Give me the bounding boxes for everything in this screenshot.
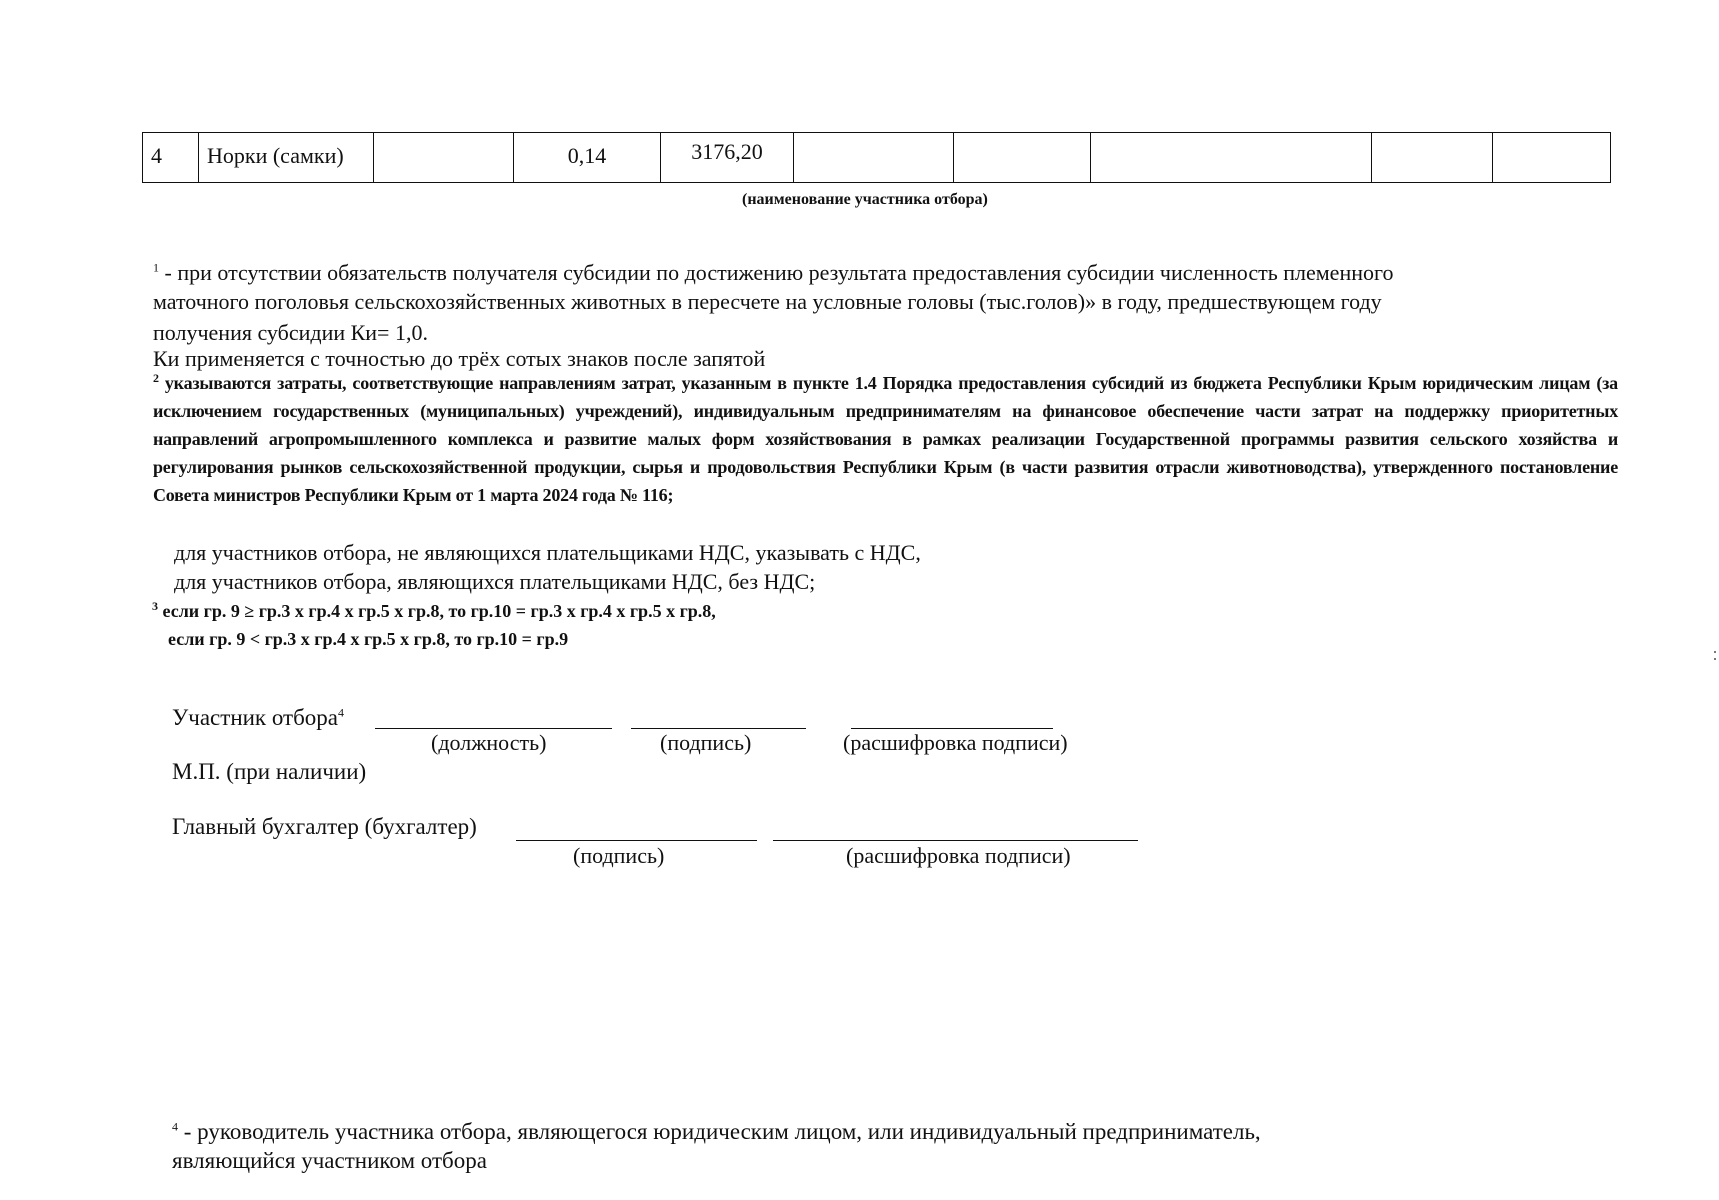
footnote-text: - при отсутствии обязательств получателя субсидии по достижению результата предоставления субсидии численность племенного <box>159 260 1394 285</box>
position-line <box>375 728 612 729</box>
footnote-mark: 3 <box>152 599 158 613</box>
footnote-3-line-1 <box>152 601 716 622</box>
footnote-2 <box>153 369 1618 509</box>
table-cell <box>1493 133 1611 183</box>
table-cell: 0,14 <box>514 133 661 183</box>
participant-label-text: Участник отбора <box>172 705 339 730</box>
footnote-mark: 1 <box>153 260 159 275</box>
table-cell <box>1372 133 1493 183</box>
participant-label <box>172 705 344 731</box>
scan-speck <box>1714 651 1716 653</box>
footnote-1-line-3: получения субсидии Ки= 1,0. <box>153 320 428 345</box>
footnote-text: если гр. 9 ≥ гр.3 х гр.4 х гр.5 х гр.8, то гр.10 = гр.3 х гр.4 х гр.5 х гр.8, <box>158 601 716 621</box>
position-caption: (должность) <box>431 730 547 755</box>
decoding-caption: (расшифровка подписи) <box>843 730 1068 755</box>
signature-caption: (подпись) <box>660 730 752 755</box>
nds-note-2: для участников отбора, являющихся плательщиками НДС, без НДС; <box>174 569 816 594</box>
footnote-4-line-1 <box>172 1119 1261 1145</box>
stamp-label: М.П. (при наличии) <box>172 759 367 784</box>
footnote-mark: 4 <box>338 705 345 720</box>
footnote-mark: 2 <box>153 371 159 385</box>
table-cell: 3176,20 <box>661 133 794 183</box>
footnote-1-line-4: Ки применяется с точностью до трёх сотых знаков после запятой <box>153 346 766 371</box>
accountant-signature-line <box>516 840 757 841</box>
accountant-label: Главный бухгалтер (бухгалтер) <box>172 814 477 839</box>
table-cell <box>1091 133 1372 183</box>
accountant-decoding-caption: (расшифровка подписи) <box>846 843 1071 868</box>
data-table <box>142 132 1611 183</box>
nds-note-1: для участников отбора, не являющихся плательщиками НДС, указывать с НДС, <box>174 540 921 565</box>
table-cell: 4 <box>143 133 199 183</box>
signature-line <box>631 728 806 729</box>
scan-speck <box>1714 658 1716 660</box>
accountant-signature-caption: (подпись) <box>573 843 665 868</box>
table-cell <box>374 133 514 183</box>
footnote-text: указываются затраты, соответствующие направлениям затрат, указанным в пункте 1.4 Порядка предоставления субсидий из бюджета Республики Крым юридическим лицам (за исключением государственных (муниципальных) учреждений), индивидуальным предпринимателям на финансовое обеспечение части затрат на поддержку приоритетных направлений агропромышленного комплекса и развитие малых форм хозяйствования в рамках реализации Государственной программы развития сельского хозяйства и регулирования рынков сельскохозяйственной продукции, сырья и продовольствия Республики Крым (в части развития отрасли животноводства), утвержденного постановление Совета министров Республики Крым от 1 марта 2024 года № 116; <box>153 373 1618 505</box>
table-row <box>143 133 1611 183</box>
footnote-3-line-2: если гр. 9 < гр.3 х гр.4 х гр.5 х гр.8, то гр.10 = гр.9 <box>168 629 569 649</box>
footnote-4-line-2: являющийся участником отбора <box>172 1148 487 1173</box>
table-cell <box>954 133 1091 183</box>
table-caption: (наименование участника отбора) <box>742 191 988 208</box>
footnote-text: - руководитель участника отбора, являющегося юридическим лицом, или индивидуальный предприниматель, <box>178 1119 1261 1144</box>
table-cell <box>794 133 954 183</box>
footnote-mark: 4 <box>172 1119 178 1134</box>
decoding-line <box>851 728 1053 729</box>
footnote-1-line-2: маточного поголовья сельскохозяйственных животных в пересчете на условные головы (тыс.голов)» в году, предшествующем году <box>153 289 1382 314</box>
table-cell: Норки (самки) <box>199 133 374 183</box>
footnote-1-line-1 <box>153 258 1393 287</box>
accountant-decoding-line <box>773 840 1138 841</box>
